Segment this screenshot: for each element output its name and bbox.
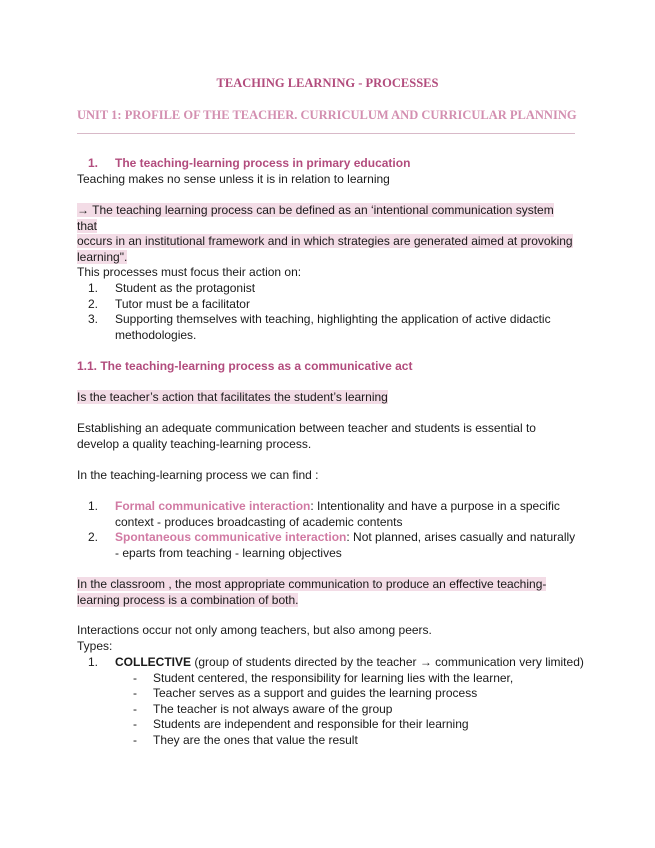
list-item: 1. COLLECTIVE (group of students directed by the teacher → communication very limited)	[87, 655, 584, 669]
collective-bullets	[77, 671, 597, 749]
section-title: The teaching-learning process in primary education	[115, 156, 411, 170]
bullet-item: - Teacher serves as a support and guides the learning process	[133, 686, 478, 700]
definition-highlight	[77, 203, 577, 265]
list-item: 2. Spontaneous communicative interaction: Not planned, arises casually and naturally - eparts from teaching - learning objectives	[87, 530, 576, 560]
unit-heading: UNIT 1: PROFILE OF THE TEACHER. CURRICULUM AND CURRICULAR PLANNING	[77, 108, 577, 122]
types-list	[77, 655, 597, 748]
type-name: COLLECTIVE	[115, 655, 192, 669]
divider-line	[77, 133, 575, 134]
focus-intro: This processes must focus their action on:	[77, 265, 302, 279]
term-spontaneous: Spontaneous communicative interaction	[115, 530, 347, 544]
teacher-action-highlight: Is the teacher’s action that facilitates the student’s learning	[77, 390, 388, 404]
term-formal: Formal communicative interaction	[115, 499, 311, 513]
interactions-paragraph: Interactions occur not only among teachers, but also among peers.	[77, 623, 432, 637]
subsection-heading: 1.1. The teaching-learning process as a communicative act	[77, 359, 413, 373]
bullet-item: - They are the ones that value the result	[133, 732, 358, 747]
definition-line: → The teaching learning process can be defined as an ‘intentional communication system that	[77, 203, 554, 233]
bullet-item: - The teacher is not always aware of the group	[133, 701, 393, 716]
types-label: Types:	[77, 639, 113, 653]
list-item: 3. Supporting themselves with teaching, highlighting the application of active didactic methodologies.	[87, 312, 551, 342]
interaction-list	[77, 499, 577, 561]
intro-text: Teaching makes no sense unless it is in relation to learning	[77, 172, 390, 186]
bullet-item: - Student centered, the responsibility for learning lies with the learner,	[133, 670, 514, 685]
list-item: 1. Formal communicative interaction: Intentionality and have a purpose in a specific context - produces broadcasting of academic contents	[87, 499, 560, 529]
list-item: 1. Student as the protagonist	[87, 281, 256, 295]
section-number: 1.	[87, 156, 98, 170]
section-heading	[77, 156, 577, 172]
focus-list	[77, 281, 577, 343]
communication-paragraph: Establishing an adequate communication between teacher and students is essential to develop a quality teaching-learning process.	[77, 421, 536, 451]
classroom-highlight: In the classroom , the most appropriate communication to produce an effective teaching- learning process is a combination of both.	[77, 577, 547, 607]
definition-line: occurs in an institutional framework and in which strategies are generated aimed at provoking	[77, 234, 573, 248]
list-item: 2. Tutor must be a facilitator	[87, 296, 250, 311]
bullet-item: - Students are independent and responsible for their learning	[133, 717, 469, 731]
find-paragraph: In the teaching-learning process we can find :	[77, 468, 319, 482]
document-title: TEACHING LEARNING - PROCESSES	[216, 76, 439, 90]
definition-line: learning".	[77, 249, 128, 264]
